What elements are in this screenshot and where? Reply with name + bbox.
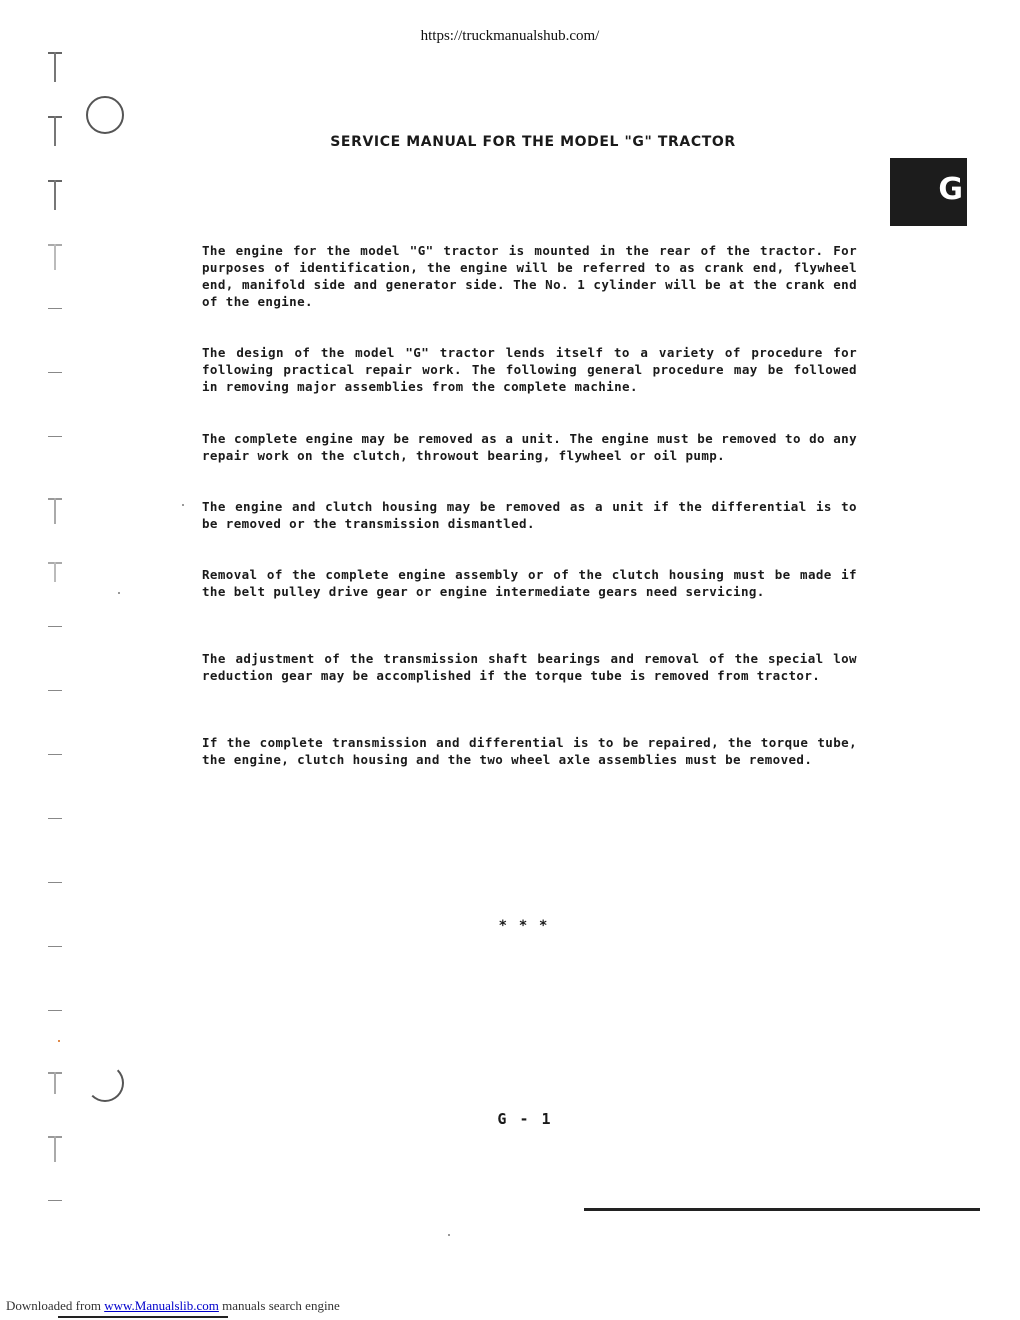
scan-speck <box>58 1040 60 1042</box>
page-number: G - 1 <box>497 1110 553 1128</box>
margin-mark <box>48 436 62 437</box>
margin-mark <box>48 116 62 146</box>
punch-hole-bottom <box>86 1064 124 1102</box>
footer-prefix: Downloaded from <box>6 1298 105 1313</box>
paragraph-engine-clutch-housing: The engine and clutch housing may be removed as a unit if the differential is to be removed or the transmission dismantled. <box>202 499 857 531</box>
paragraph-transmission-repair: If the complete transmission and differential is to be repaired, the torque tube, the engine, clutch housing and the two wheel axle assemblies must be removed. <box>202 735 857 767</box>
footer-suffix: manuals search engine <box>218 1298 340 1313</box>
margin-mark <box>48 498 62 524</box>
margin-mark <box>48 244 62 270</box>
margin-mark <box>48 180 62 210</box>
margin-mark <box>48 308 62 309</box>
margin-mark <box>48 882 62 883</box>
margin-mark <box>48 690 62 691</box>
paragraph-transmission-bearings: The adjustment of the transmission shaft bearings and removal of the special low reduction gear may be accomplished if the torque tube is removed from tractor. <box>202 651 857 683</box>
margin-mark <box>48 754 62 755</box>
margin-mark <box>48 1200 62 1201</box>
section-separator: * * * <box>499 918 551 934</box>
punch-hole-top <box>86 96 124 134</box>
page-title: SERVICE MANUAL FOR THE MODEL "G" TRACTOR <box>330 134 736 150</box>
section-tab <box>890 158 967 226</box>
footer-rule <box>584 1208 980 1211</box>
header-url: https://truckmanualshub.com/ <box>420 28 600 44</box>
margin-mark <box>48 946 62 947</box>
paragraph-general-procedure: The design of the model "G" tractor lends itself to a variety of procedure for following practical repair work. The following general procedure may be followed in removing major assemblies from the complete machine. <box>202 345 857 394</box>
paragraph-engine-removal: The complete engine may be removed as a unit. The engine must be removed to do any repair work on the clutch, throwout bearing, flywheel or oil pump. <box>202 431 857 463</box>
paragraph-engine-identification: The engine for the model "G" tractor is mounted in the rear of the tractor. For purposes of identification, the engine will be referred to as crank end, flywheel end, manifold side and generator side. The No. 1 cylinder will be at the crank end of the engine. <box>202 243 857 309</box>
margin-mark <box>48 1136 62 1162</box>
scan-speck <box>118 592 120 594</box>
margin-mark <box>48 372 62 373</box>
margin-mark <box>48 1010 62 1011</box>
section-tab-letter: G <box>938 172 963 207</box>
scan-speck <box>448 1234 450 1236</box>
margin-mark <box>48 562 62 582</box>
footer-underline <box>58 1316 228 1318</box>
manualslib-link[interactable]: www.Manualslib.com <box>104 1298 219 1313</box>
paragraph-belt-pulley: Removal of the complete engine assembly or of the clutch housing must be made if the belt pulley drive gear or engine intermediate gears need servicing. <box>202 567 857 599</box>
download-footer <box>6 1298 340 1314</box>
margin-mark <box>48 52 62 82</box>
margin-mark <box>48 626 62 627</box>
margin-mark <box>48 1072 62 1094</box>
scan-speck <box>182 504 184 506</box>
margin-mark <box>48 818 62 819</box>
